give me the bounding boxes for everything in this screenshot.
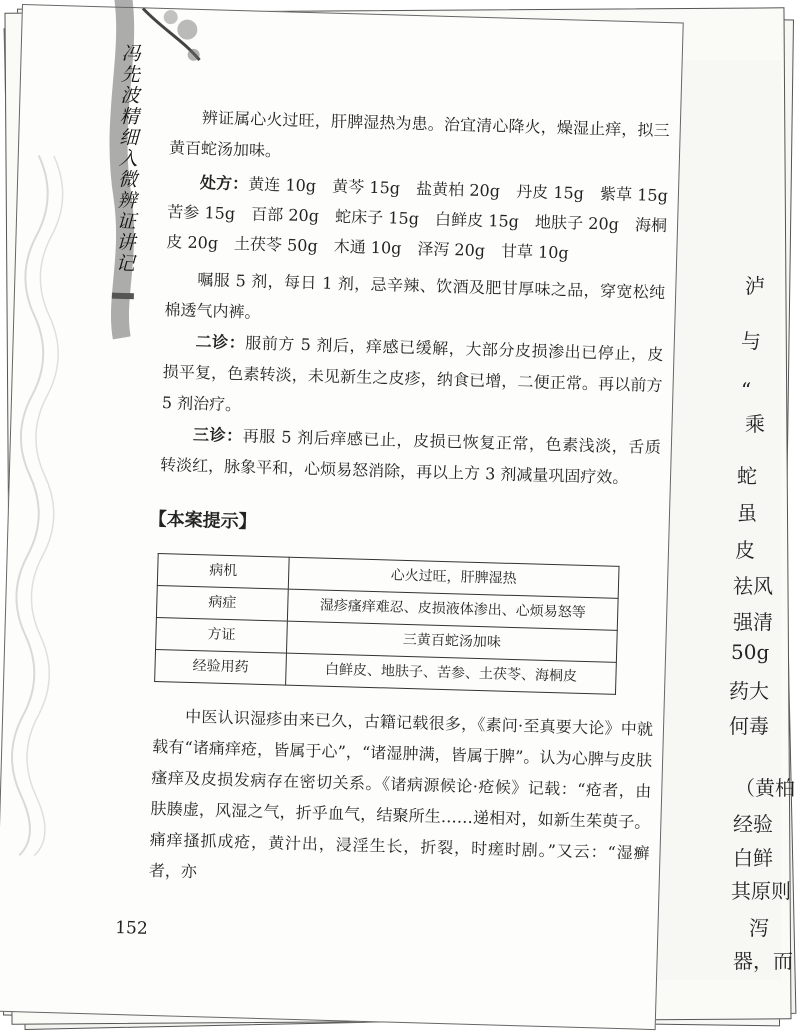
diagnosis-paragraph: 辨证属心火过旺，肝脾湿热为患。治宜清心降火，燥湿止痒，拟三黄百蛇汤加味。 bbox=[168, 108, 670, 161]
prescription bbox=[166, 167, 685, 271]
second-visit-body: 服前方 5 剂后，痒感已缓解，大部分皮损渗出已停止，皮损平复，色素转淡，未见新生之皮疹，纳食已增，二便正常。再以前方 5 剂治疗。 bbox=[161, 333, 664, 415]
adjacent-page-fragment: 强清 bbox=[733, 610, 773, 634]
adjacent-page-fragment: 经验 bbox=[733, 812, 773, 836]
adjacent-page-fragment: 其原则 bbox=[731, 879, 791, 903]
adjacent-page-fragment: 祛风 bbox=[733, 574, 773, 598]
adjacent-page-fragment: 与 bbox=[741, 329, 761, 353]
adjacent-page-fragment: 泻 bbox=[749, 916, 769, 940]
table-cell-label: 方证 bbox=[156, 617, 288, 653]
discussion-paragraph: 中医认识湿疹由来已久，古籍记载很多，《素问·至真要大论》中就载有“诸痛痒疮，皆属于心”，“诸湿肿满，皆属于脾”。认为心脾与皮肤瘙痒及皮损发病存在密切关系。《诸病源候论·疮候》记载：“疮者，由肤腠虚，风湿之气，折乎血气，结聚所生……递相对，如新生茱萸子。痛痒搔抓成疮，黄汁出，浸淫生长，折裂，时瘥时剧。”又云：“湿癣者，亦 bbox=[148, 706, 654, 882]
adjacent-page-fragment: “ bbox=[741, 378, 752, 402]
adjacent-page-fragment: 药大 bbox=[729, 679, 769, 703]
adjacent-page-fragment: 白鲜 bbox=[733, 846, 773, 870]
adjacent-page-fragment: 何毒 bbox=[729, 714, 769, 738]
second-visit-paragraph bbox=[161, 325, 663, 432]
adjacent-page-fragment: 蛇 bbox=[737, 464, 757, 488]
page-number: 152 bbox=[114, 917, 148, 939]
adjacent-page-fragment: 虽 bbox=[737, 501, 757, 525]
adjacent-page-fragment: 皮 bbox=[735, 538, 755, 562]
vertical-book-title: 冯先波精细入微辨证讲记 bbox=[112, 42, 141, 275]
prescription-body: 黄连 10g 黄芩 15g 盐黄柏 20g 丹皮 15g 紫草 15g 苦参 15g 百部 20g 蛇床子 15g 白鲜皮 15g 地肤子 20g 海桐皮 20g 土茯苓 50g 木通 10g 泽泻 20g 甘草 10g bbox=[166, 174, 685, 263]
adjacent-page-fragment: 泸 bbox=[745, 274, 765, 298]
adjacent-page-fragment: 50g bbox=[731, 640, 770, 664]
table-cell-label: 经验用药 bbox=[155, 649, 287, 685]
section-title: 【本案提示】 bbox=[148, 508, 257, 533]
adjacent-page-fragment: 器，而 bbox=[733, 949, 793, 973]
table-cell-value: 湿疹瘙痒难忍、皮损液体渗出、心烦易怒等 bbox=[287, 589, 618, 630]
third-visit-paragraph bbox=[160, 418, 662, 494]
title-divider bbox=[112, 293, 134, 300]
adjacent-page-fragment: 乘 bbox=[745, 412, 765, 436]
third-visit-body: 再服 5 剂后痒感已止，皮损已恢复正常，色素浅淡，舌质转淡红，脉象平和，心烦易怒消除，再以上方 3 剂减量巩固疗效。 bbox=[159, 426, 662, 488]
table-cell-value: 三黄百蛇汤加味 bbox=[286, 621, 617, 662]
instruction-paragraph: 嘱服 5 剂，每日 1 剂，忌辛辣、饮酒及肥甘厚味之品，穿宽松纯棉透气内裤。 bbox=[164, 270, 666, 322]
third-visit-label: 三诊： bbox=[192, 424, 243, 446]
table-cell-value: 白鲜皮、地肤子、苦参、土茯苓、海桐皮 bbox=[286, 653, 617, 694]
table-cell-label: 病机 bbox=[157, 554, 289, 590]
table-cell-label: 病症 bbox=[156, 586, 288, 622]
case-summary-table bbox=[154, 553, 619, 695]
adjacent-page-fragment: （黄柏 bbox=[735, 776, 795, 800]
prescription-label: 处方： bbox=[199, 173, 249, 194]
book-page bbox=[0, 4, 684, 1030]
page-body bbox=[148, 101, 685, 900]
table-cell-value: 心火过旺，肝脾湿热 bbox=[288, 557, 619, 598]
second-visit-label: 二诊： bbox=[195, 331, 246, 353]
